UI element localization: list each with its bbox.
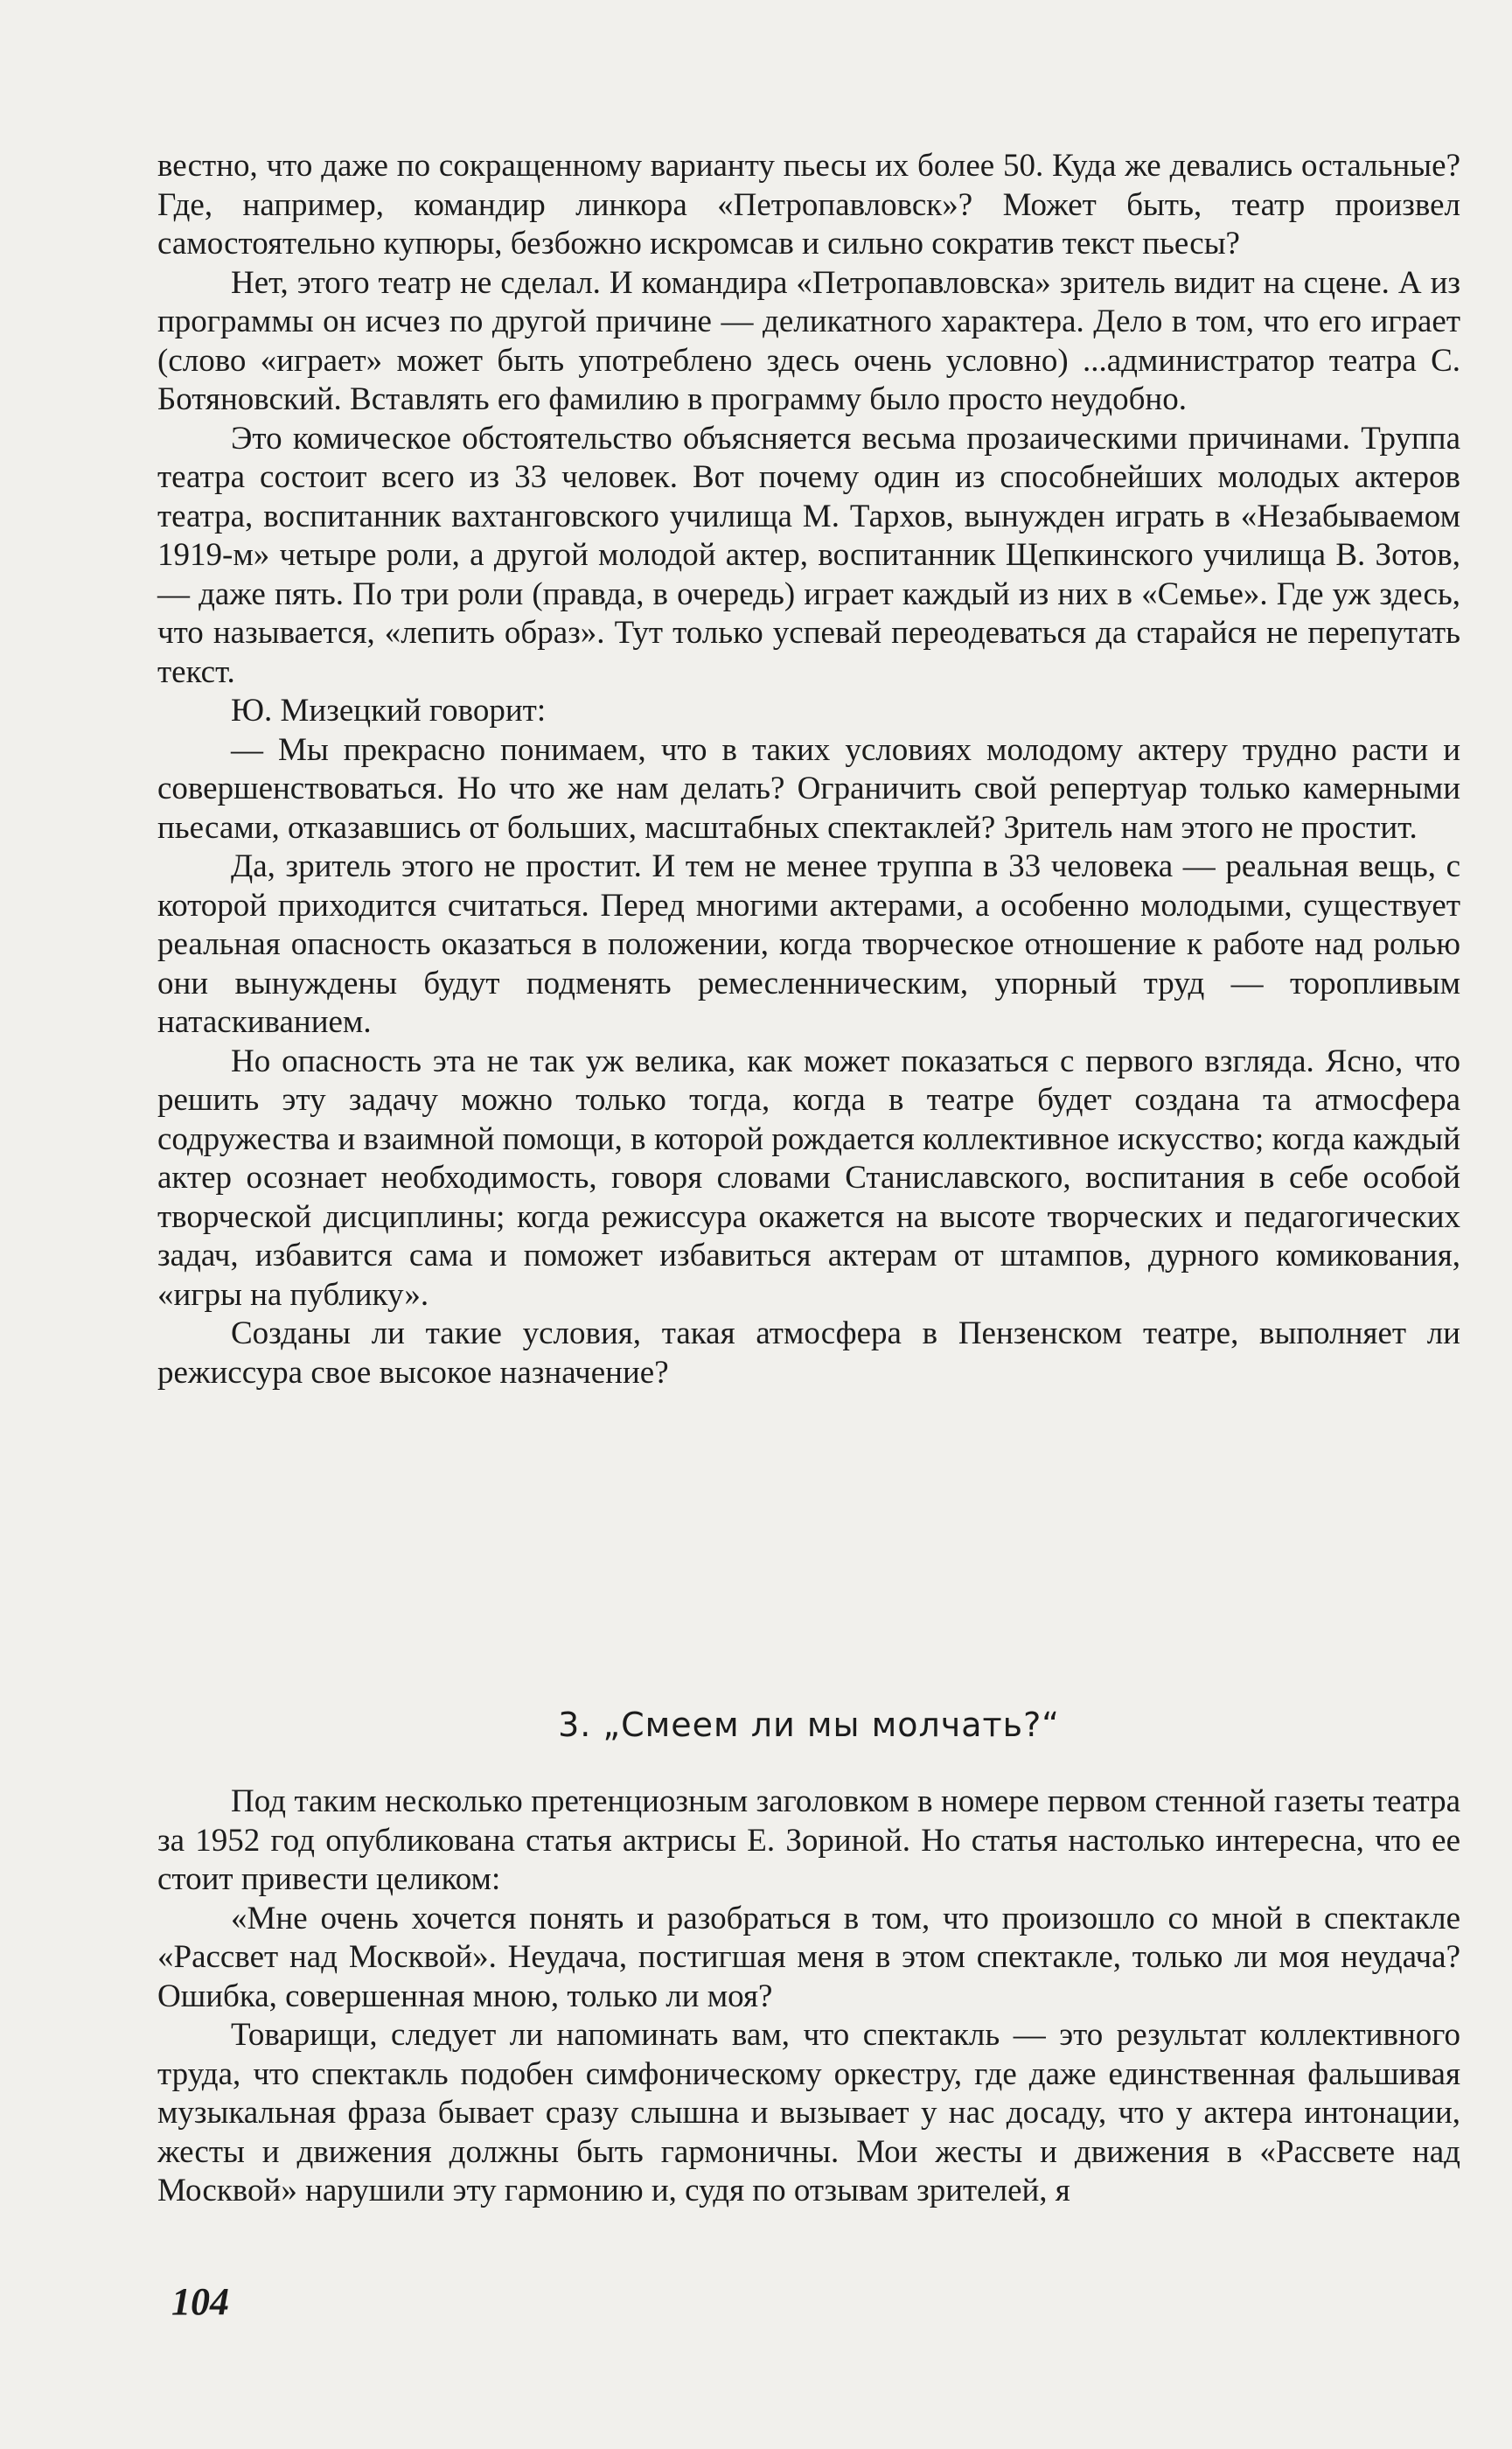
- page-number: 104: [171, 2280, 229, 2323]
- paragraph: — Мы прекрасно понимаем, что в таких условиях молодому актеру трудно расти и совершенствоваться. Но что же нам делать? Ограничить свой репертуар только камерными пьесами, отказавшись от больших, масштабных спектаклей? Зритель нам этого не простит.: [157, 731, 1460, 846]
- body-text-bottom: [157, 1783, 1460, 2211]
- paragraph: вестно, что даже по сокращенному варианту пьесы их более 50. Куда же девались остальные? Где, например, командир линкора «Петропавловск»? Может быть, театр произвел самостоятельно купюры, безбожно искромсав и сильно сократив текст пьесы?: [157, 148, 1460, 262]
- paragraph: Товарищи, следует ли напоминать вам, что спектакль — это результат коллективного труда, что спектакль подобен симфоническому оркестру, где даже единственная фальшивая музыкальная фраза бывает сразу слышна и вызывает у нас досаду, что у актера интонации, жесты и движения должны быть гармоничны. Мои жесты и движения в «Рассвете над Москвой» нарушили эту гармонию и, судя по отзывам зрителей, я: [157, 2017, 1460, 2208]
- body-text-top: [157, 147, 1460, 1392]
- paragraph: «Мне очень хочется понять и разобраться в том, что произошло со мной в спектакле «Рассвет над Москвой». Неудача, постигшая меня в этом спектакле, только ли моя неудача? Ошибка, совершенная мною, только ли моя?: [157, 1900, 1460, 2014]
- paragraph: Ю. Мизецкий говорит:: [231, 693, 547, 729]
- paragraph: Под таким несколько претенциозным заголовком в номере первом стенной газеты театра за 1952 год опубликована статья актрисы Е. Зориной. Но статья настолько интересна, что ее стоит привести целиком:: [157, 1783, 1460, 1897]
- paragraph: Нет, этого театр не сделал. И командира «Петропавловска» зритель видит на сцене. А из программы он исчез по другой причине — деликатного характера. Дело в том, что его играет (слово «играет» может быть употреблено здесь очень условно) ...администратор театра С. Ботяновский. Вставлять его фамилию в программу было просто неудобно.: [157, 264, 1460, 417]
- paragraph: Да, зритель этого не простит. И тем не менее труппа в 33 человека — реальная вещь, с которой приходится считаться. Перед многими актерами, а особенно молодыми, существует реальная опасность оказаться в положении, когда творческое отношение к работе над ролью они вынуждены будут подменять ремесленническим, упорный труд — торопливым натаскиванием.: [157, 848, 1460, 1040]
- paragraph: Но опасность эта не так уж велика, как может показаться с первого взгляда. Ясно, что решить эту задачу можно только тогда, когда в театре будет создана та атмосфера содружества и взаимной помощи, в которой рождается коллективное искусство; когда каждый актер осознает необходимость, говоря словами Станиславского, воспитания в себе особой творческой дисциплины; когда режиссура окажется на высоте творческих и педагогических задач, избавится сама и поможет избавиться актерам от штампов, дурного комикования, «игры на публику».: [157, 1043, 1460, 1313]
- section-heading: 3. „Смеем ли мы молчать?“: [558, 1706, 1060, 1744]
- paragraph: Это комическое обстоятельство объясняется весьма прозаическими причинами. Труппа театра состоит всего из 33 человек. Вот почему один из способнейших молодых актеров театра, воспитанник вахтанговского училища М. Тархов, вынужден играть в «Незабываемом 1919-м» четыре роли, а другой молодой актер, воспитанник Щепкинского училища В. Зотов, — даже пять. По три роли (правда, в очередь) играет каждый из них в «Семье». Где уж здесь, что называется, «лепить образ». Тут только успевай переодеваться да старайся не перепутать текст.: [157, 420, 1460, 690]
- paragraph: Созданы ли такие условия, такая атмосфера в Пензенском театре, выполняет ли режиссура свое высокое назначение?: [157, 1315, 1460, 1391]
